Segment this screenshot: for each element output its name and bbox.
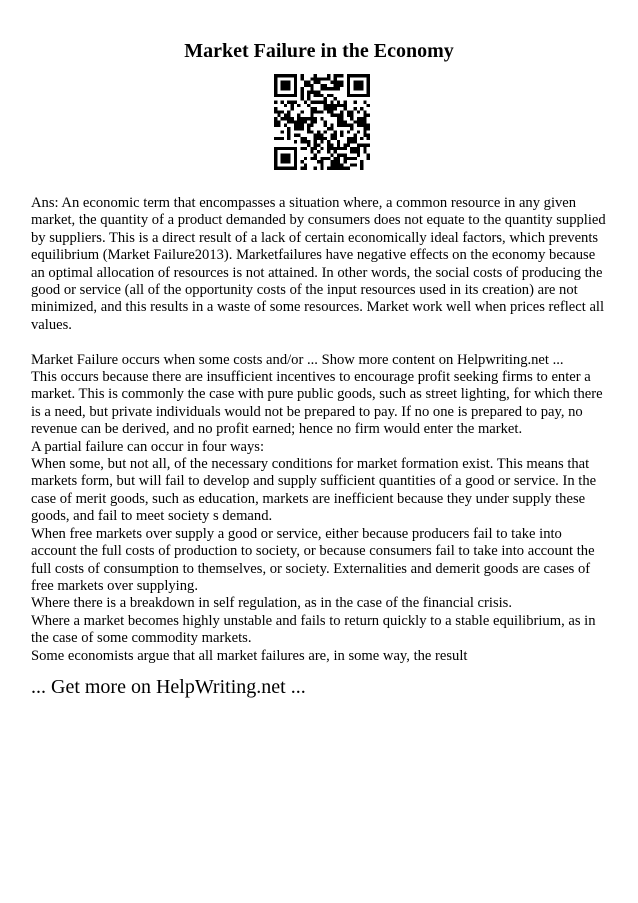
paragraph-unstable-market: Where a market becomes highly unstable and fails to return quickly to a stable equilibrium, as in the case of some commodity markets.	[31, 612, 596, 647]
paragraph-self-regulation: Where there is a breakdown in self regulation, as in the case of the financial crisis.	[31, 595, 513, 612]
get-more-link[interactable]: ... Get more on HelpWriting.net ...	[31, 676, 306, 698]
paragraph-show-more: Market Failure occurs when some costs and/or ... Show more content on Helpwriting.net ...	[31, 351, 564, 368]
paragraph-conditions: When some, but not all, of the necessary conditions for market formation exist. This means that markets form, but will fail to develop and supply sufficient quantities of a good or service. In the case of merit goods, such as education, markets are inefficient because they under supply these goods, and fail to meet society s demand.	[31, 456, 597, 525]
article-body	[31, 195, 609, 665]
paragraph-over-supply: When free markets over supply a good or service, either because producers fail to take into account the full costs of production to society, or because consumers fail to take into account the full costs of consumption to themselves, or society. Externalities and demerit goods are cases of free markets over supplying.	[31, 525, 595, 594]
qr-code-icon	[274, 74, 370, 170]
paragraph-partial-failure: A partial failure can occur in four ways:	[31, 438, 265, 455]
paragraph-insufficient-incentives: This occurs because there are insufficient incentives to encourage profit seeking firms to enter a market. This is commonly the case with pure public goods, such as street lighting, for which there is a need, but private individuals would not be prepared to pay. If no one is prepared to pay, no revenue can be derived, and no profit earned; hence no firm would enter the market.	[31, 369, 603, 438]
page-title: Market Failure in the Economy	[184, 40, 454, 62]
paragraph-economists: Some economists argue that all market failures are, in some way, the result	[31, 647, 468, 664]
paragraph-answer: Ans: An economic term that encompasses a situation where, a common resource in any given market, the quantity of a product demanded by consumers does not equate to the quantity supplied by suppliers. This is a direct result of a lack of certain economically ideal factors, which prevents equilibrium (Market Failure2013). Marketfailures have negative effects on the economy because an optimal allocation of resources is not attained. In other words, the social costs of producing the good or service (all of the opportunity costs of the input resources used in its creation) are not minimized, and this results in a waste of some resources. Market work well when prices reflect all values.	[31, 195, 606, 333]
